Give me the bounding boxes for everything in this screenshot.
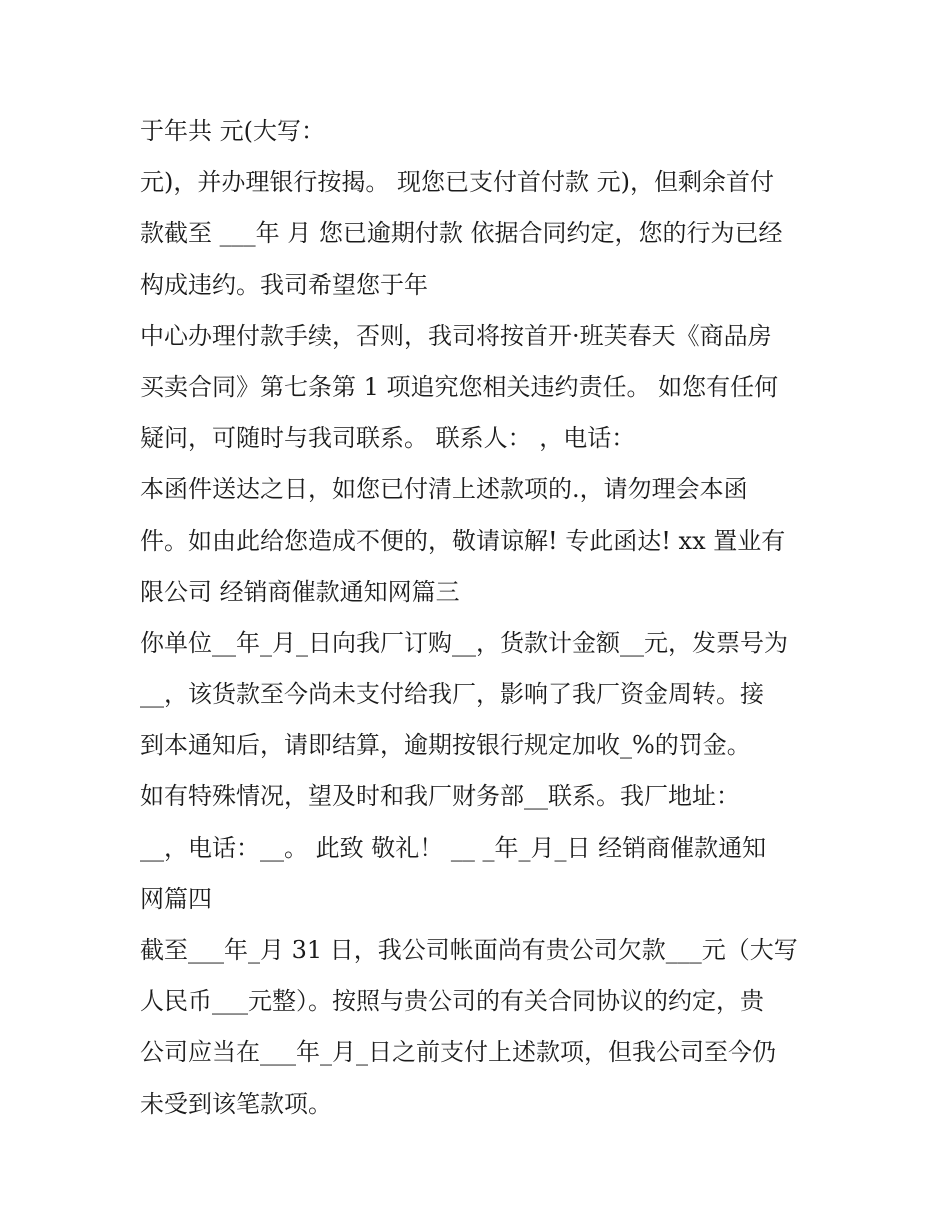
text-line: 人民币___元整）。按照与贵公司的有关合同协议的约定，贵 [140,987,764,1016]
text-line: 公司应当在___年_月_日之前支付上述款项，但我公司至今仍 [140,1038,776,1067]
text-line: 于年共 元(大写： [140,117,325,145]
text-line: 中心办理付款手续，否则，我司将按首开·班芙春天《商品房 [140,321,772,350]
text-line: 网篇四 [140,884,212,913]
text-line: 如有特殊情况，望及时和我厂财务部__联系。我厂地址： [140,782,740,811]
text-line: 构成违约。我司希望您于年 [140,270,428,299]
text-line: 疑问，可随时与我司联系。 联系人： ，电话： [140,424,636,453]
text-line: 到本通知后，请即结算，逾期按银行规定加收_%的罚金。 [140,731,751,760]
text-line: 未受到该笔款项。 [140,1089,332,1118]
text-line: __，该货款至今尚未支付给我厂，影响了我厂资金周转。接 [140,680,764,709]
text-line: 限公司 经销商催款通知网篇三 [140,577,460,606]
text-line: 你单位__年_月_日向我厂订购__，货款计金额__元，发票号为 [140,628,788,657]
text-line: 本函件送达之日，如您已付清上述款项的.，请勿理会本函 [140,475,748,504]
text-line: 款截至 ___年 月 您已逾期付款 依据合同约定，您的行为已经 [140,219,783,248]
text-line: 截至___年_月 31 日，我公司帐面尚有贵公司欠款___元（大写 [140,936,798,964]
text-line: 件。如由此给您造成不便的，敬请谅解! 专此函达! xx 置业有 [140,526,786,555]
text-line: 元)，并办理银行按揭。 现您已支付首付款 元)，但剩余首付 [140,168,774,197]
text-line: 买卖合同》第七条第 1 项追究您相关违约责任。 如您有任何 [140,372,779,401]
document-body [140,106,830,1130]
text-line: __，电话：__。 此致 敬礼！ __ _年_月_日 经销商催款通知 [140,833,767,862]
